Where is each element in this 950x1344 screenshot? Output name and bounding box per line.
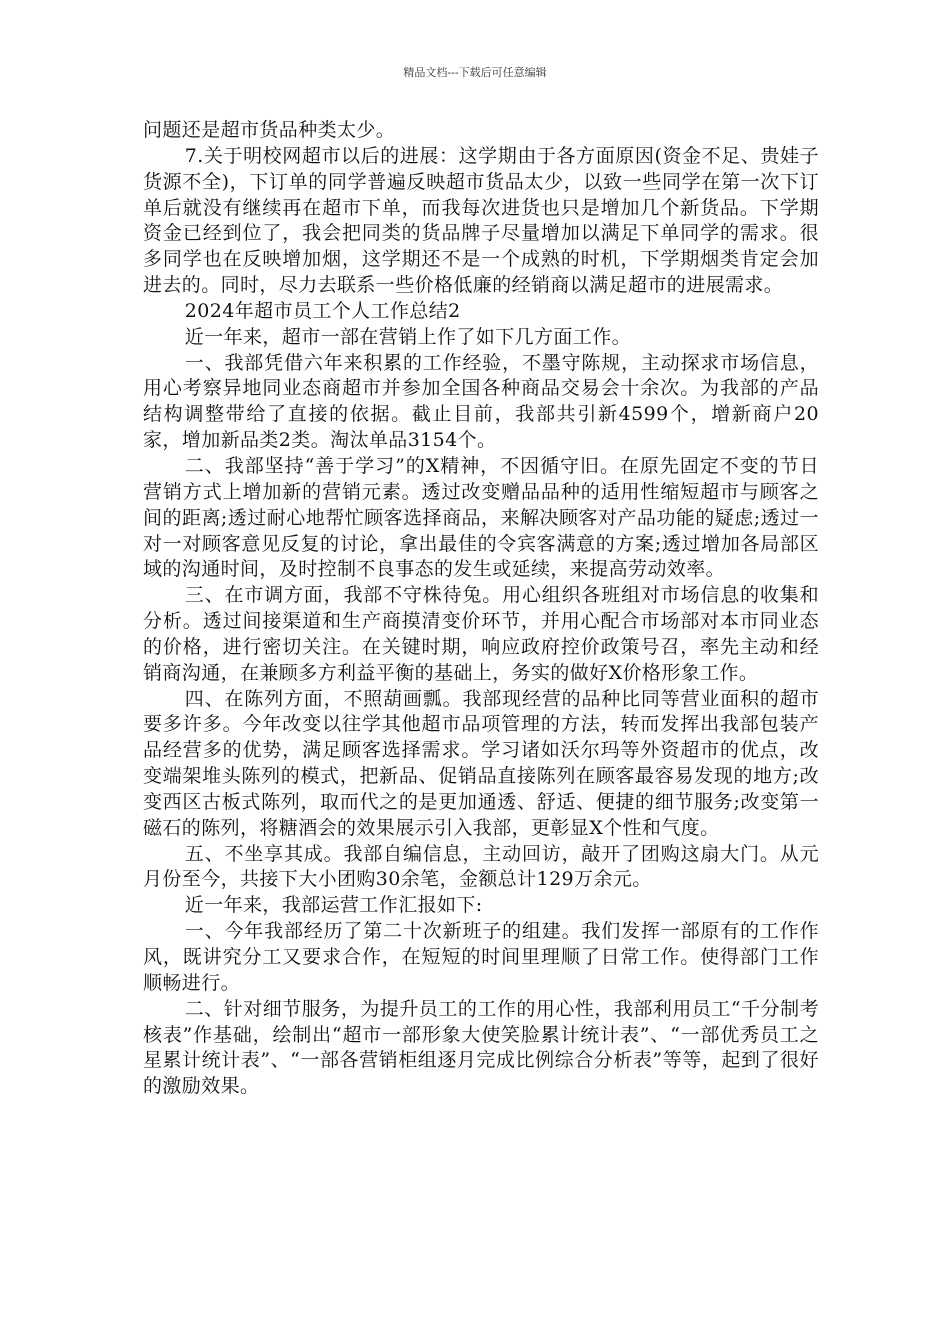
paragraph: 二、我部坚持“善于学习”的X精神，不因循守旧。在原先固定不变的节日营销方式上增加新的营销元素。透过改变赠品品种的适用性缩短超市与顾客之间的距离;透过耐心地帮忙顾客选择商品，来解决顾客对产品功能的疑虑;透过一对一对顾客意见反复的讨论，拿出最佳的令宾客满意的方案;透过增加各局部区域的沟通时间，及时控制不良事态的发生或延续，来提高劳动效率。 xyxy=(143,454,819,581)
paragraph: 一、今年我部经历了第二十次新班子的组建。我们发挥一部原有的工作作风，既讲究分工又要求合作，在短短的时间里理顺了日常工作。使得部门工作顺畅进行。 xyxy=(143,920,819,994)
paragraph: 2024年超市员工个人工作总结2 xyxy=(184,299,461,322)
paragraph: 近一年来，我部运营工作汇报如下: xyxy=(184,894,483,917)
paragraph: 二、针对细节服务，为提升员工的工作的用心性，我部利用员工“千分制考核表”作基础，绘制出“超市一部形象大使笑脸累计统计表”、“一部优秀员工之星累计统计表”、“一部各营销柜组逐月完成比例综合分析表”等等，起到了很好的激励效果。 xyxy=(143,997,819,1098)
page-header: 精品文档---下载后可任意编辑 xyxy=(403,66,547,79)
paragraph: 问题还是超市货品种类太少。 xyxy=(143,119,396,141)
document-body xyxy=(143,118,819,1100)
paragraph: 四、在陈列方面，不照葫画瓢。我部现经营的品种比同等营业面积的超市要多许多。今年改变以往学其他超市品项管理的方法，转而发挥出我部包装产品经营多的优势，满足顾客选择需求。学习诸如沃尔玛等外资超市的优点，改变端架堆头陈列的模式，把新品、促销品直接陈列在顾客最容易发现的地方;改变西区古板式陈列，取而代之的是更加通透、舒适、便捷的细节服务;改变第一磁石的陈列，将糖酒会的效果展示引入我部，更彰显X个性和气度。 xyxy=(143,687,819,839)
paragraph: 7.关于明校网超市以后的进展：这学期由于各方面原因(资金不足、贵娃子货源不全)，下订单的同学普遍反映超市货品太少，以致一些同学在第一次下订单后就没有继续再在超市下单，而我每次进货也只是增加几个新货品。下学期资金已经到位了，我会把同类的货品牌子尽量增加以满足下单同学的需求。很多同学也在反映增加烟，这学期还不是一个成熟的时机，下学期烟类肯定会加进去的。同时，尽力去联系一些价格低廉的经销商以满足超市的进展需求。 xyxy=(143,144,819,297)
paragraph: 一、我部凭借六年来积累的工作经验，不墨守陈规，主动探求市场信息，用心考察异地同业态商超市并参加全国各种商品交易会十余次。为我部的产品结构调整带给了直接的依据。截止目前，我部共引新4599个，增新商户20家，增加新品类2类。淘汰单品3154个。 xyxy=(143,351,819,452)
paragraph: 近一年来，超市一部在营销上作了如下几方面工作。 xyxy=(184,325,631,348)
paragraph: 三、在市调方面，我部不守株待兔。用心组织各班组对市场信息的收集和分析。透过间接渠道和生产商摸清变价环节，并用心配合市场部对本市同业态的价格，进行密切关注。在关键时期，响应政府控价政策号召，率先主动和经销商沟通，在兼顾多方利益平衡的基础上，务实的做好X价格形象工作。 xyxy=(143,584,819,684)
paragraph: 五、不坐享其成。我部自编信息，主动回访，敲开了团购这扇大门。从元月份至今，共接下大小团购30余笔，金额总计129万余元。 xyxy=(143,842,819,891)
